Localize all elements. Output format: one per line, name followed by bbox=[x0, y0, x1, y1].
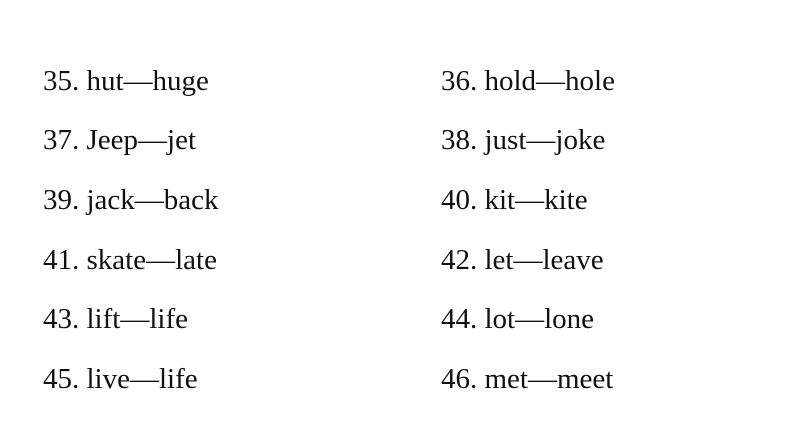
word-pair-42: 42. let—leave bbox=[441, 244, 604, 276]
word-pair-35: 35. hut—huge bbox=[43, 65, 209, 97]
word-pair-39: 39. jack—back bbox=[43, 184, 219, 216]
word-pair-45: 45. live—life bbox=[43, 363, 198, 395]
word-pair-36: 36. hold—hole bbox=[441, 65, 615, 97]
word-pair-37: 37. Jeep—jet bbox=[43, 124, 197, 156]
word-pair-40: 40. kit—kite bbox=[441, 184, 588, 216]
word-pair-41: 41. skate—late bbox=[43, 244, 217, 276]
word-pair-44: 44. lot—lone bbox=[441, 303, 595, 335]
word-pair-46: 46. met—meet bbox=[441, 363, 614, 395]
word-pair-43: 43. lift—life bbox=[43, 303, 188, 335]
word-pair-38: 38. just—joke bbox=[441, 124, 606, 156]
